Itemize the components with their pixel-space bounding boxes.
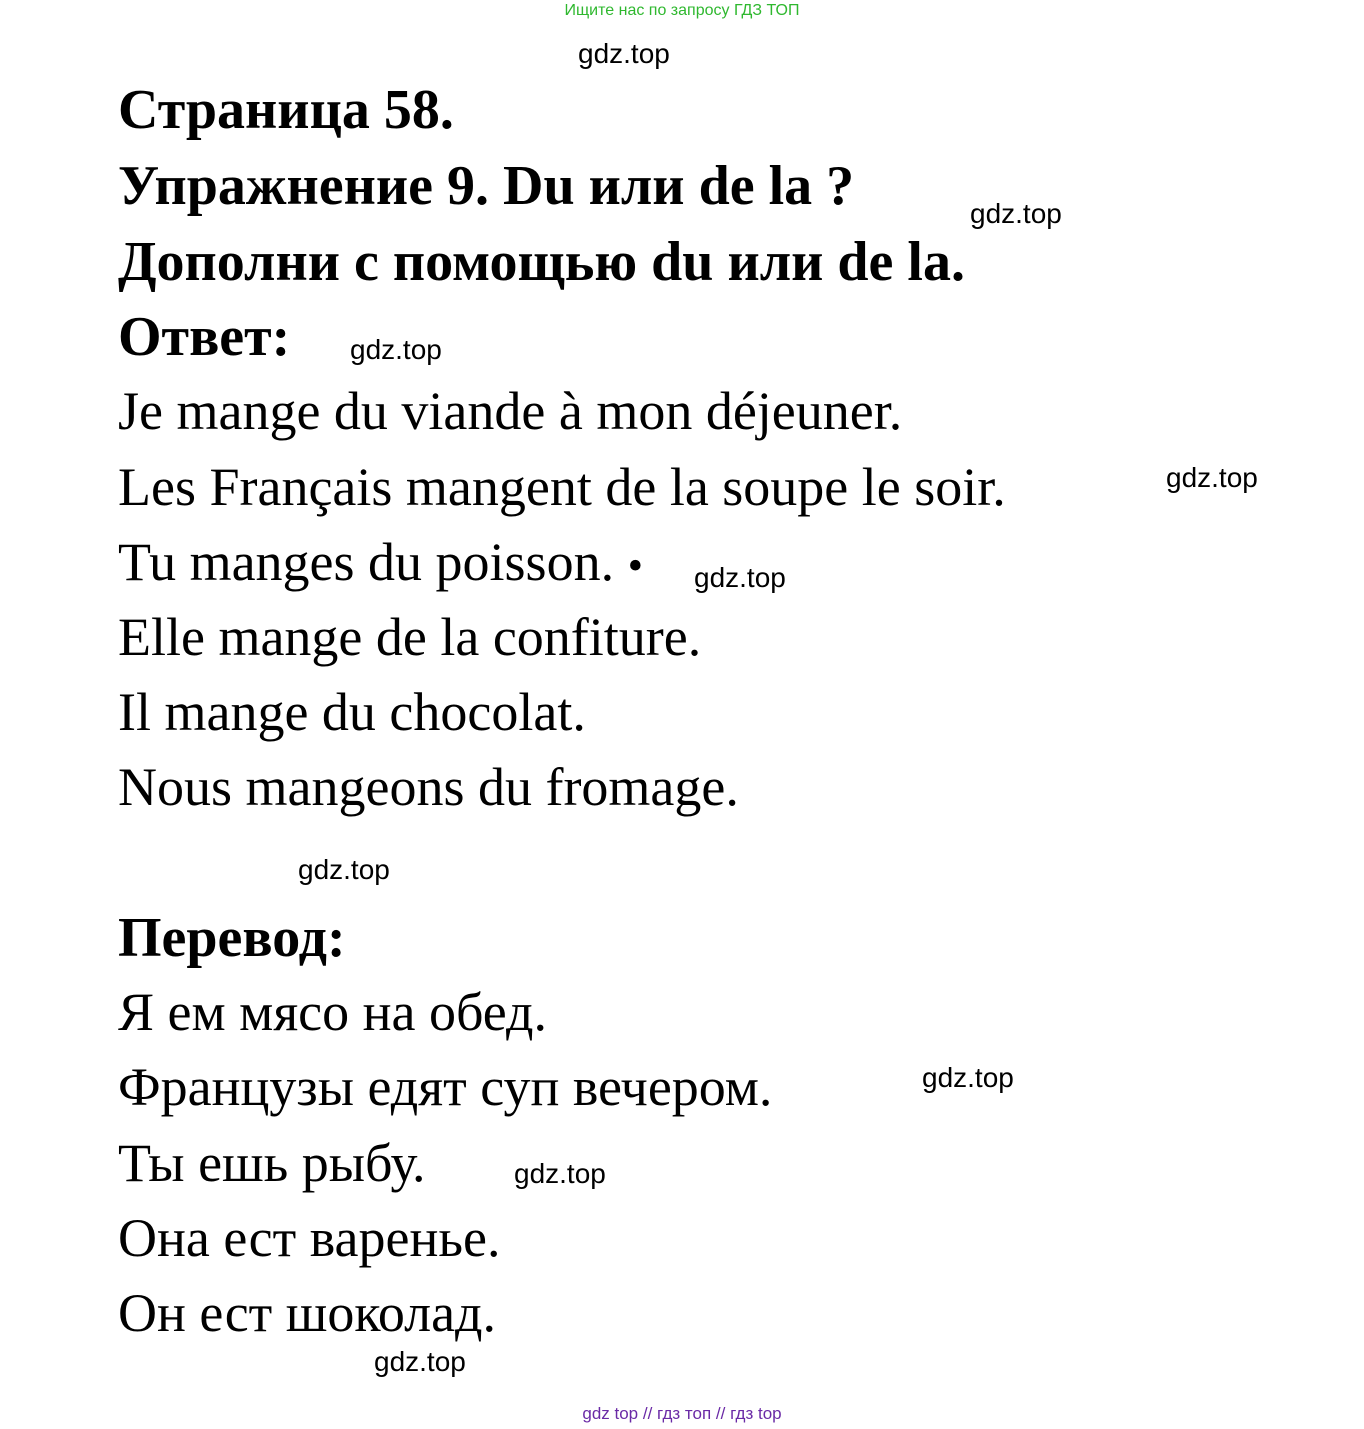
footer-link[interactable]: гдз top xyxy=(730,1404,782,1423)
watermark: gdz.top xyxy=(1166,462,1258,493)
watermark: gdz.top xyxy=(350,334,442,365)
footer-separator: // xyxy=(715,1404,726,1423)
watermark: gdz.top xyxy=(374,1346,466,1377)
top-banner: Ищите нас по запросу ГДЗ ТОП xyxy=(564,2,800,19)
exercise-instruction: Дополни с помощью du или de la. xyxy=(118,231,965,293)
watermark: gdz.top xyxy=(298,854,390,885)
answer-line: Elle mange de la confiture. xyxy=(118,607,702,667)
watermark: gdz.top xyxy=(578,38,670,69)
translation-line: Он ест шоколад. xyxy=(118,1283,497,1343)
footer-link[interactable]: гдз топ xyxy=(657,1404,712,1423)
answer-line: Les Français mangent de la soupe le soir. xyxy=(118,457,1006,517)
answer-heading: Ответ: xyxy=(118,306,291,368)
translation-line: Французы едят суп вечером. xyxy=(118,1057,773,1117)
exercise-title: Упражнение 9. Du или de la ? xyxy=(118,155,855,217)
answer-line: Je mange du viande à mon déjeuner. xyxy=(118,381,903,441)
translation-heading: Перевод: xyxy=(118,907,346,969)
footer-links xyxy=(0,1404,1364,1424)
answer-line: Tu manges du poisson. xyxy=(118,532,615,592)
translation-line: Ты ешь рыбу. xyxy=(118,1133,426,1193)
page-title: Страница 58. xyxy=(118,79,454,141)
answer-line: Il mange du chocolat. xyxy=(118,682,586,742)
answer-line: Nous mangeons du fromage. xyxy=(118,757,739,817)
translation-line: Она ест варенье. xyxy=(118,1208,501,1268)
footer-separator: // xyxy=(642,1404,653,1423)
watermark: gdz.top xyxy=(922,1062,1014,1093)
watermark: gdz.top xyxy=(694,562,786,593)
answer-line-with-bullet xyxy=(118,532,643,596)
bullet-mark: • xyxy=(627,541,643,590)
translation-line: Я ем мясо на обед. xyxy=(118,982,547,1042)
watermark: gdz.top xyxy=(514,1158,606,1189)
footer-link[interactable]: gdz top xyxy=(582,1404,639,1423)
watermark: gdz.top xyxy=(970,198,1062,229)
